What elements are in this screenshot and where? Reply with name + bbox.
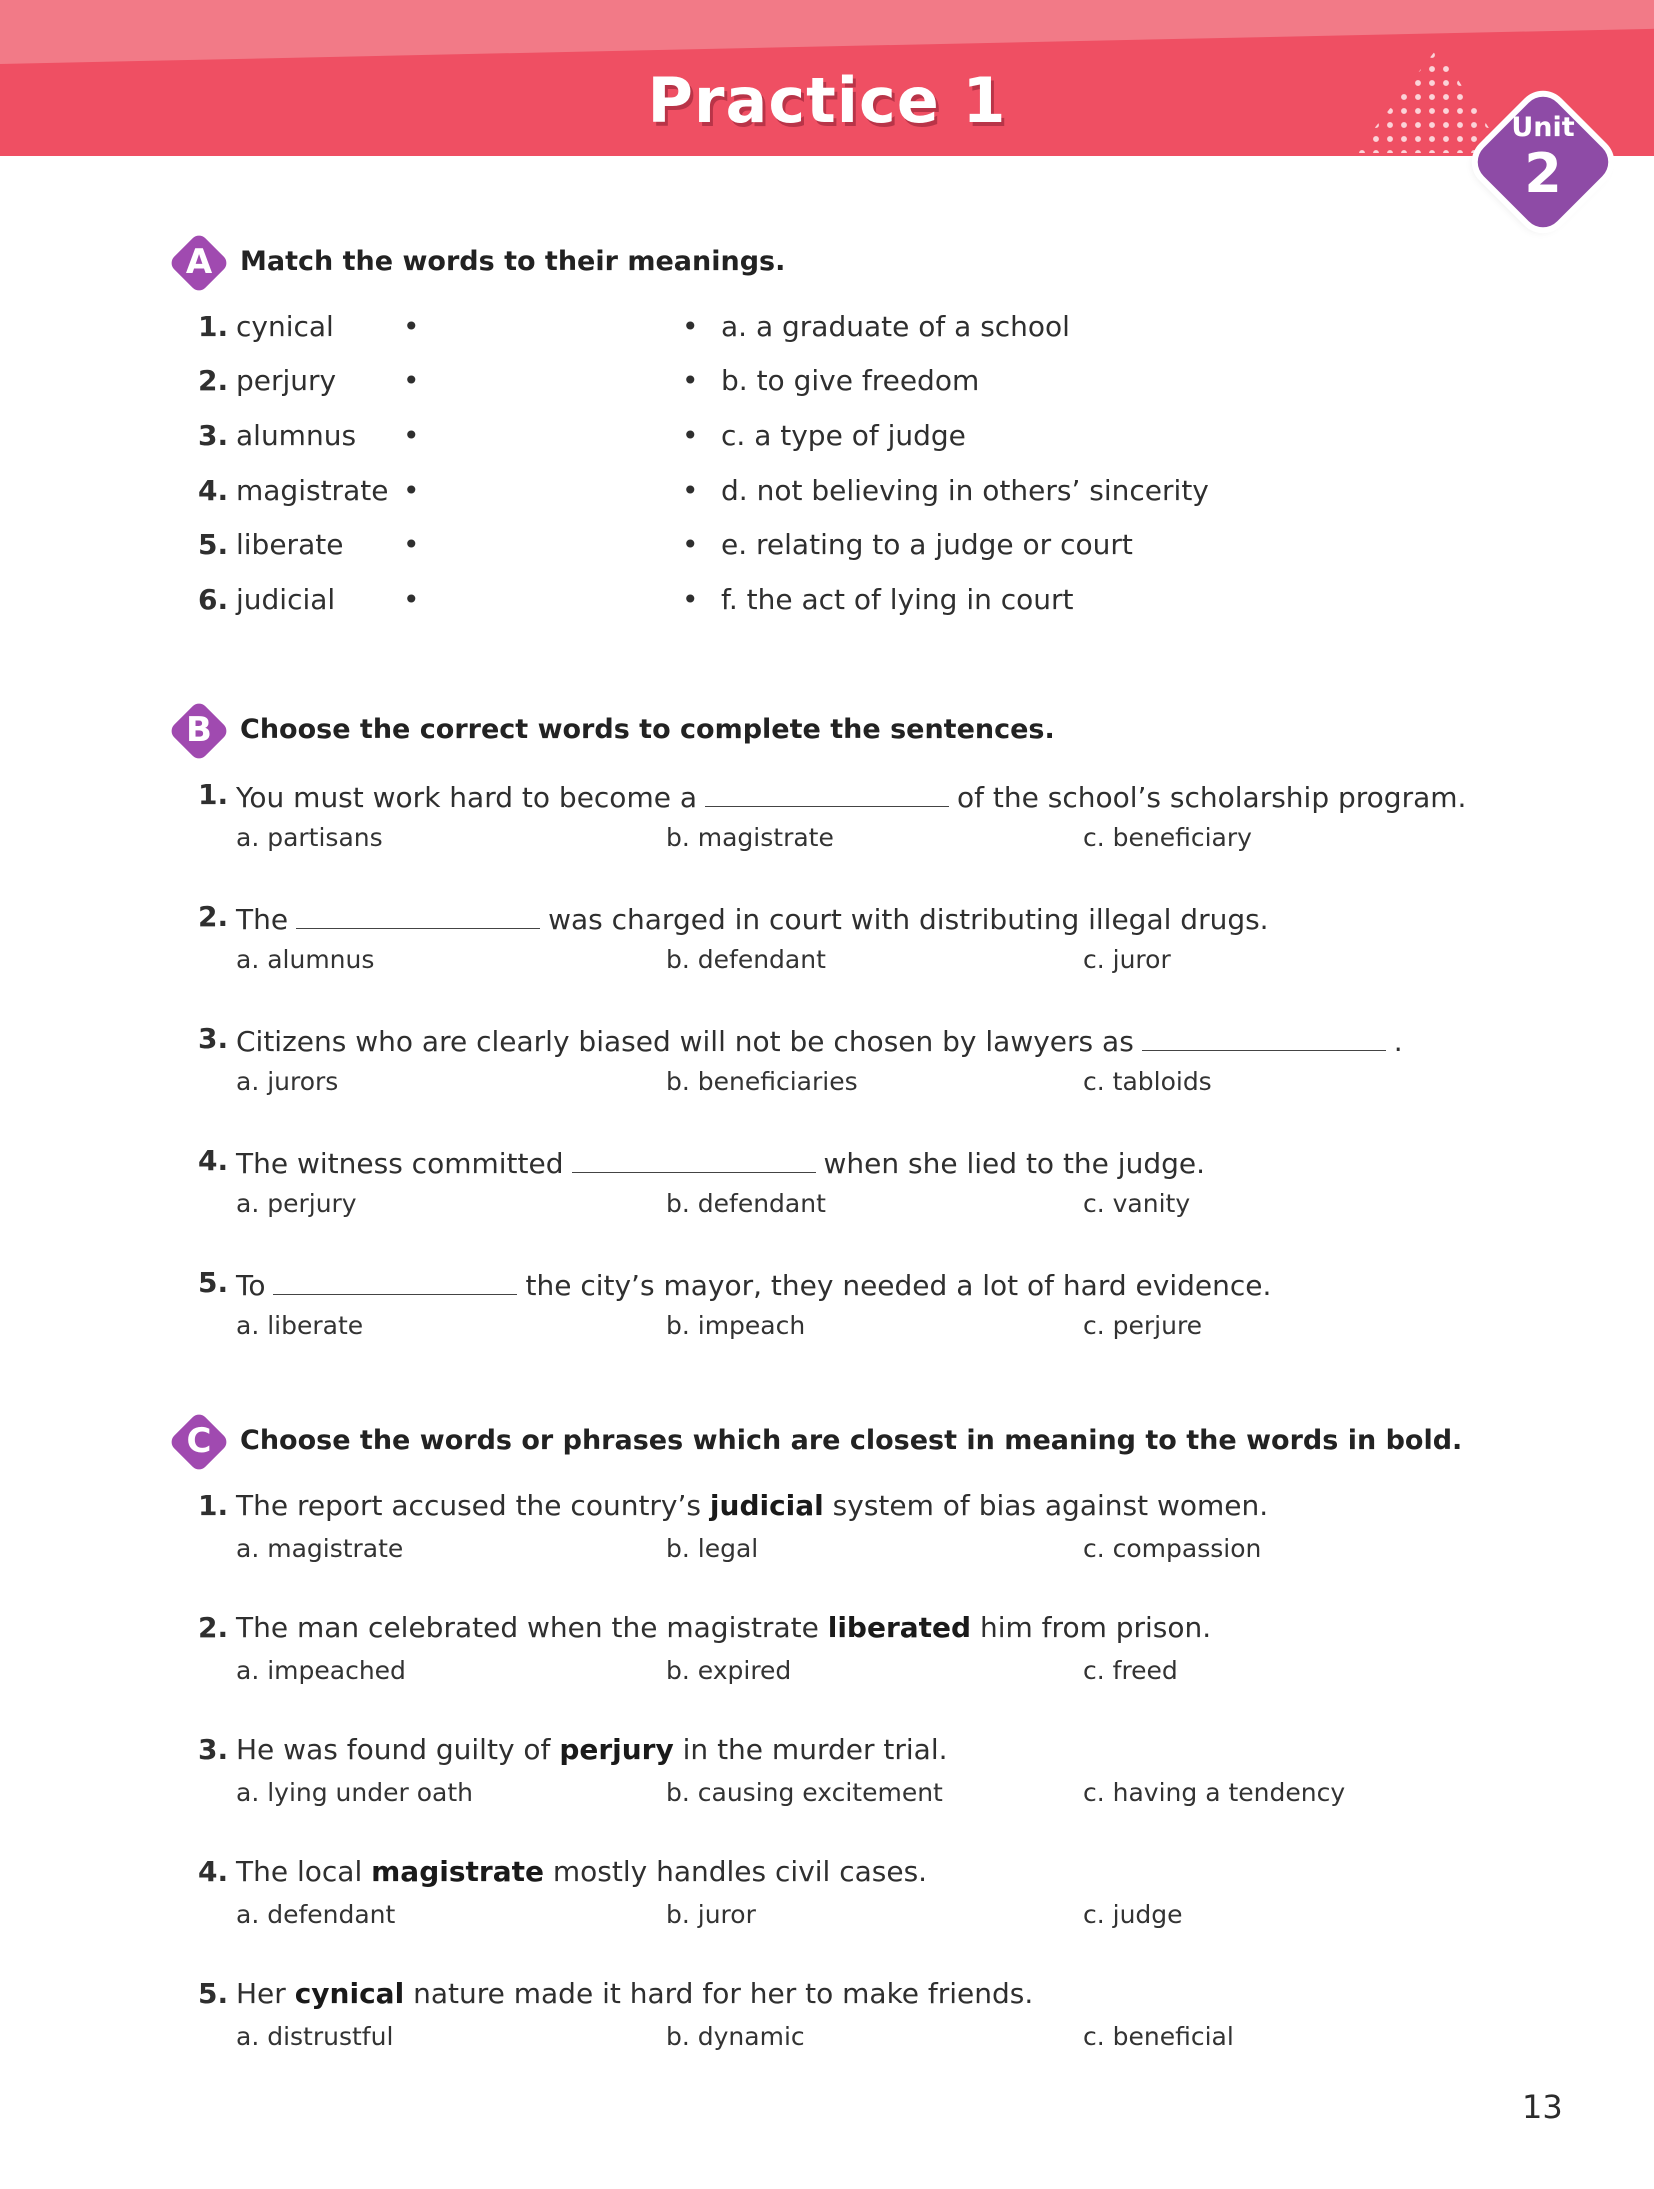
option-c[interactable]: c. beneficiary: [1083, 823, 1252, 852]
unit-number: 2: [1524, 142, 1562, 205]
match-bullet-left[interactable]: •: [403, 474, 420, 507]
option-c[interactable]: c. judge: [1083, 1900, 1183, 1929]
option-a[interactable]: a. magistrate: [236, 1534, 404, 1563]
option-c[interactable]: c. freed: [1083, 1656, 1178, 1685]
bold-word: perjury: [559, 1733, 674, 1766]
match-meaning: e. relating to a judge or court: [721, 528, 1133, 561]
item-number: 2.: [198, 900, 229, 933]
option-b[interactable]: b. juror: [666, 1900, 756, 1929]
answer-blank[interactable]: [1142, 1022, 1386, 1051]
unit-label: Unit: [1511, 112, 1575, 143]
match-word: perjury: [236, 364, 337, 397]
page-header: [0, 0, 1654, 156]
item-number: 2.: [198, 1611, 229, 1644]
stem-text: system of bias against women.: [832, 1489, 1269, 1522]
option-c[interactable]: c. compassion: [1083, 1534, 1262, 1563]
option-a[interactable]: a. perjury: [236, 1189, 357, 1218]
stem-text: The local: [236, 1855, 363, 1888]
item-number: 6.: [198, 583, 229, 616]
question-stem: [236, 778, 1466, 814]
item-number: 2.: [198, 364, 229, 397]
match-row: [198, 528, 1298, 568]
stem-text: The witness committed: [236, 1147, 564, 1180]
option-a[interactable]: a. partisans: [236, 823, 383, 852]
match-bullet-left[interactable]: •: [403, 583, 420, 616]
question-stem: [236, 1489, 1268, 1522]
section-b-title: Choose the correct words to complete the sentences.: [240, 714, 1055, 745]
section-a-title: Match the words to their meanings.: [240, 246, 786, 277]
item-number: 3.: [198, 1022, 229, 1055]
question-stem: [236, 1733, 948, 1766]
match-row: [198, 364, 1298, 404]
match-word: liberate: [236, 528, 344, 561]
match-bullet-left[interactable]: •: [403, 310, 420, 343]
section-letter: A: [185, 242, 213, 282]
item-number: 4.: [198, 474, 229, 507]
option-a[interactable]: a. jurors: [236, 1067, 339, 1096]
header-stripe: [0, 0, 1654, 64]
item-number: 3.: [198, 419, 229, 452]
item-number: 5.: [198, 1977, 229, 2010]
question-stem: [236, 1022, 1403, 1058]
bold-word: liberated: [827, 1611, 972, 1644]
question-stem: [236, 1266, 1271, 1302]
option-a[interactable]: a. lying under oath: [236, 1778, 473, 1807]
option-c[interactable]: c. beneficial: [1083, 2022, 1234, 2051]
match-bullet-left[interactable]: •: [403, 364, 420, 397]
stem-text: Her: [236, 1977, 286, 2010]
match-row: [198, 583, 1298, 623]
match-bullet-right[interactable]: •: [682, 364, 699, 397]
match-bullet-right[interactable]: •: [682, 474, 699, 507]
item-number: 1.: [198, 1489, 229, 1522]
stem-text: Citizens who are clearly biased will not be chosen by lawyers as: [236, 1025, 1134, 1058]
item-number: 3.: [198, 1733, 229, 1766]
option-c[interactable]: c. juror: [1083, 945, 1171, 974]
section-b-badge: [168, 700, 230, 762]
answer-blank[interactable]: [296, 900, 540, 929]
stem-text: You must work hard to become a: [236, 781, 698, 814]
option-b[interactable]: b. defendant: [666, 1189, 826, 1218]
question-stem: [236, 1611, 1211, 1644]
bold-word: magistrate: [371, 1855, 544, 1888]
match-word: judicial: [236, 583, 336, 616]
match-word: cynical: [236, 310, 334, 343]
option-b[interactable]: b. defendant: [666, 945, 826, 974]
option-a[interactable]: a. distrustful: [236, 2022, 394, 2051]
option-b[interactable]: b. impeach: [666, 1311, 806, 1340]
section-c-title: Choose the words or phrases which are closest in meaning to the words in bold.: [240, 1425, 1463, 1456]
match-meaning: c. a type of judge: [721, 419, 966, 452]
match-bullet-left[interactable]: •: [403, 419, 420, 452]
option-b[interactable]: b. causing excitement: [666, 1778, 943, 1807]
option-c[interactable]: c. perjure: [1083, 1311, 1203, 1340]
answer-blank[interactable]: [705, 778, 949, 807]
bold-word: judicial: [709, 1489, 824, 1522]
item-number: 5.: [198, 528, 229, 561]
bold-word: cynical: [294, 1977, 405, 2010]
option-a[interactable]: a. liberate: [236, 1311, 364, 1340]
option-a[interactable]: a. impeached: [236, 1656, 406, 1685]
stem-text: .: [1393, 1025, 1403, 1058]
match-row: [198, 419, 1298, 459]
match-word: alumnus: [236, 419, 357, 452]
stem-text: To: [236, 1269, 266, 1302]
option-c[interactable]: c. tabloids: [1083, 1067, 1212, 1096]
match-row: [198, 474, 1298, 514]
item-number: 1.: [198, 310, 229, 343]
stem-text: in the murder trial.: [682, 1733, 948, 1766]
stem-text: him from prison.: [979, 1611, 1212, 1644]
question-stem: [236, 1144, 1205, 1180]
section-c-badge: [168, 1411, 230, 1473]
item-number: 1.: [198, 778, 229, 811]
option-b[interactable]: b. legal: [666, 1534, 759, 1563]
option-b[interactable]: b. dynamic: [666, 2022, 805, 2051]
match-bullet-right[interactable]: •: [682, 583, 699, 616]
stem-text: when she lied to the judge.: [823, 1147, 1205, 1180]
option-c[interactable]: c. having a tendency: [1083, 1778, 1346, 1807]
match-meaning: a. a graduate of a school: [721, 310, 1070, 343]
stem-text: the city’s mayor, they needed a lot of hard evidence.: [525, 1269, 1272, 1302]
stem-text: mostly handles civil cases.: [552, 1855, 928, 1888]
option-a[interactable]: a. defendant: [236, 1900, 396, 1929]
match-bullet-right[interactable]: •: [682, 528, 699, 561]
stem-text: The report accused the country’s: [236, 1489, 701, 1522]
section-a-badge: [168, 232, 230, 294]
page-title: Practice 1: [647, 64, 1007, 137]
stem-text: The man celebrated when the magistrate: [236, 1611, 819, 1644]
option-c[interactable]: c. vanity: [1083, 1189, 1191, 1218]
answer-blank[interactable]: [572, 1144, 816, 1173]
stem-text: He was found guilty of: [236, 1733, 551, 1766]
option-b[interactable]: b. magistrate: [666, 823, 834, 852]
option-a[interactable]: a. alumnus: [236, 945, 375, 974]
match-bullet-left[interactable]: •: [403, 528, 420, 561]
match-meaning: f. the act of lying in court: [721, 583, 1074, 616]
item-number: 4.: [198, 1855, 229, 1888]
match-word: magistrate: [236, 474, 389, 507]
answer-blank[interactable]: [273, 1266, 517, 1295]
match-meaning: b. to give freedom: [721, 364, 980, 397]
page-number: 13: [1522, 2088, 1563, 2126]
match-row: [198, 310, 1298, 350]
match-bullet-right[interactable]: •: [682, 419, 699, 452]
option-b[interactable]: b. expired: [666, 1656, 792, 1685]
match-meaning: d. not believing in others’ sincerity: [721, 474, 1209, 507]
option-b[interactable]: b. beneficiaries: [666, 1067, 858, 1096]
stem-text: nature made it hard for her to make friends.: [413, 1977, 1034, 2010]
question-stem: [236, 900, 1269, 936]
item-number: 4.: [198, 1144, 229, 1177]
item-number: 5.: [198, 1266, 229, 1299]
stem-text: was charged in court with distributing illegal drugs.: [548, 903, 1269, 936]
question-stem: [236, 1977, 1033, 2010]
section-letter: C: [186, 1421, 212, 1461]
stem-text: of the school’s scholarship program.: [957, 781, 1467, 814]
match-bullet-right[interactable]: •: [682, 310, 699, 343]
stem-text: The: [236, 903, 289, 936]
question-stem: [236, 1855, 927, 1888]
unit-badge: [1467, 86, 1619, 238]
section-letter: B: [186, 710, 212, 750]
